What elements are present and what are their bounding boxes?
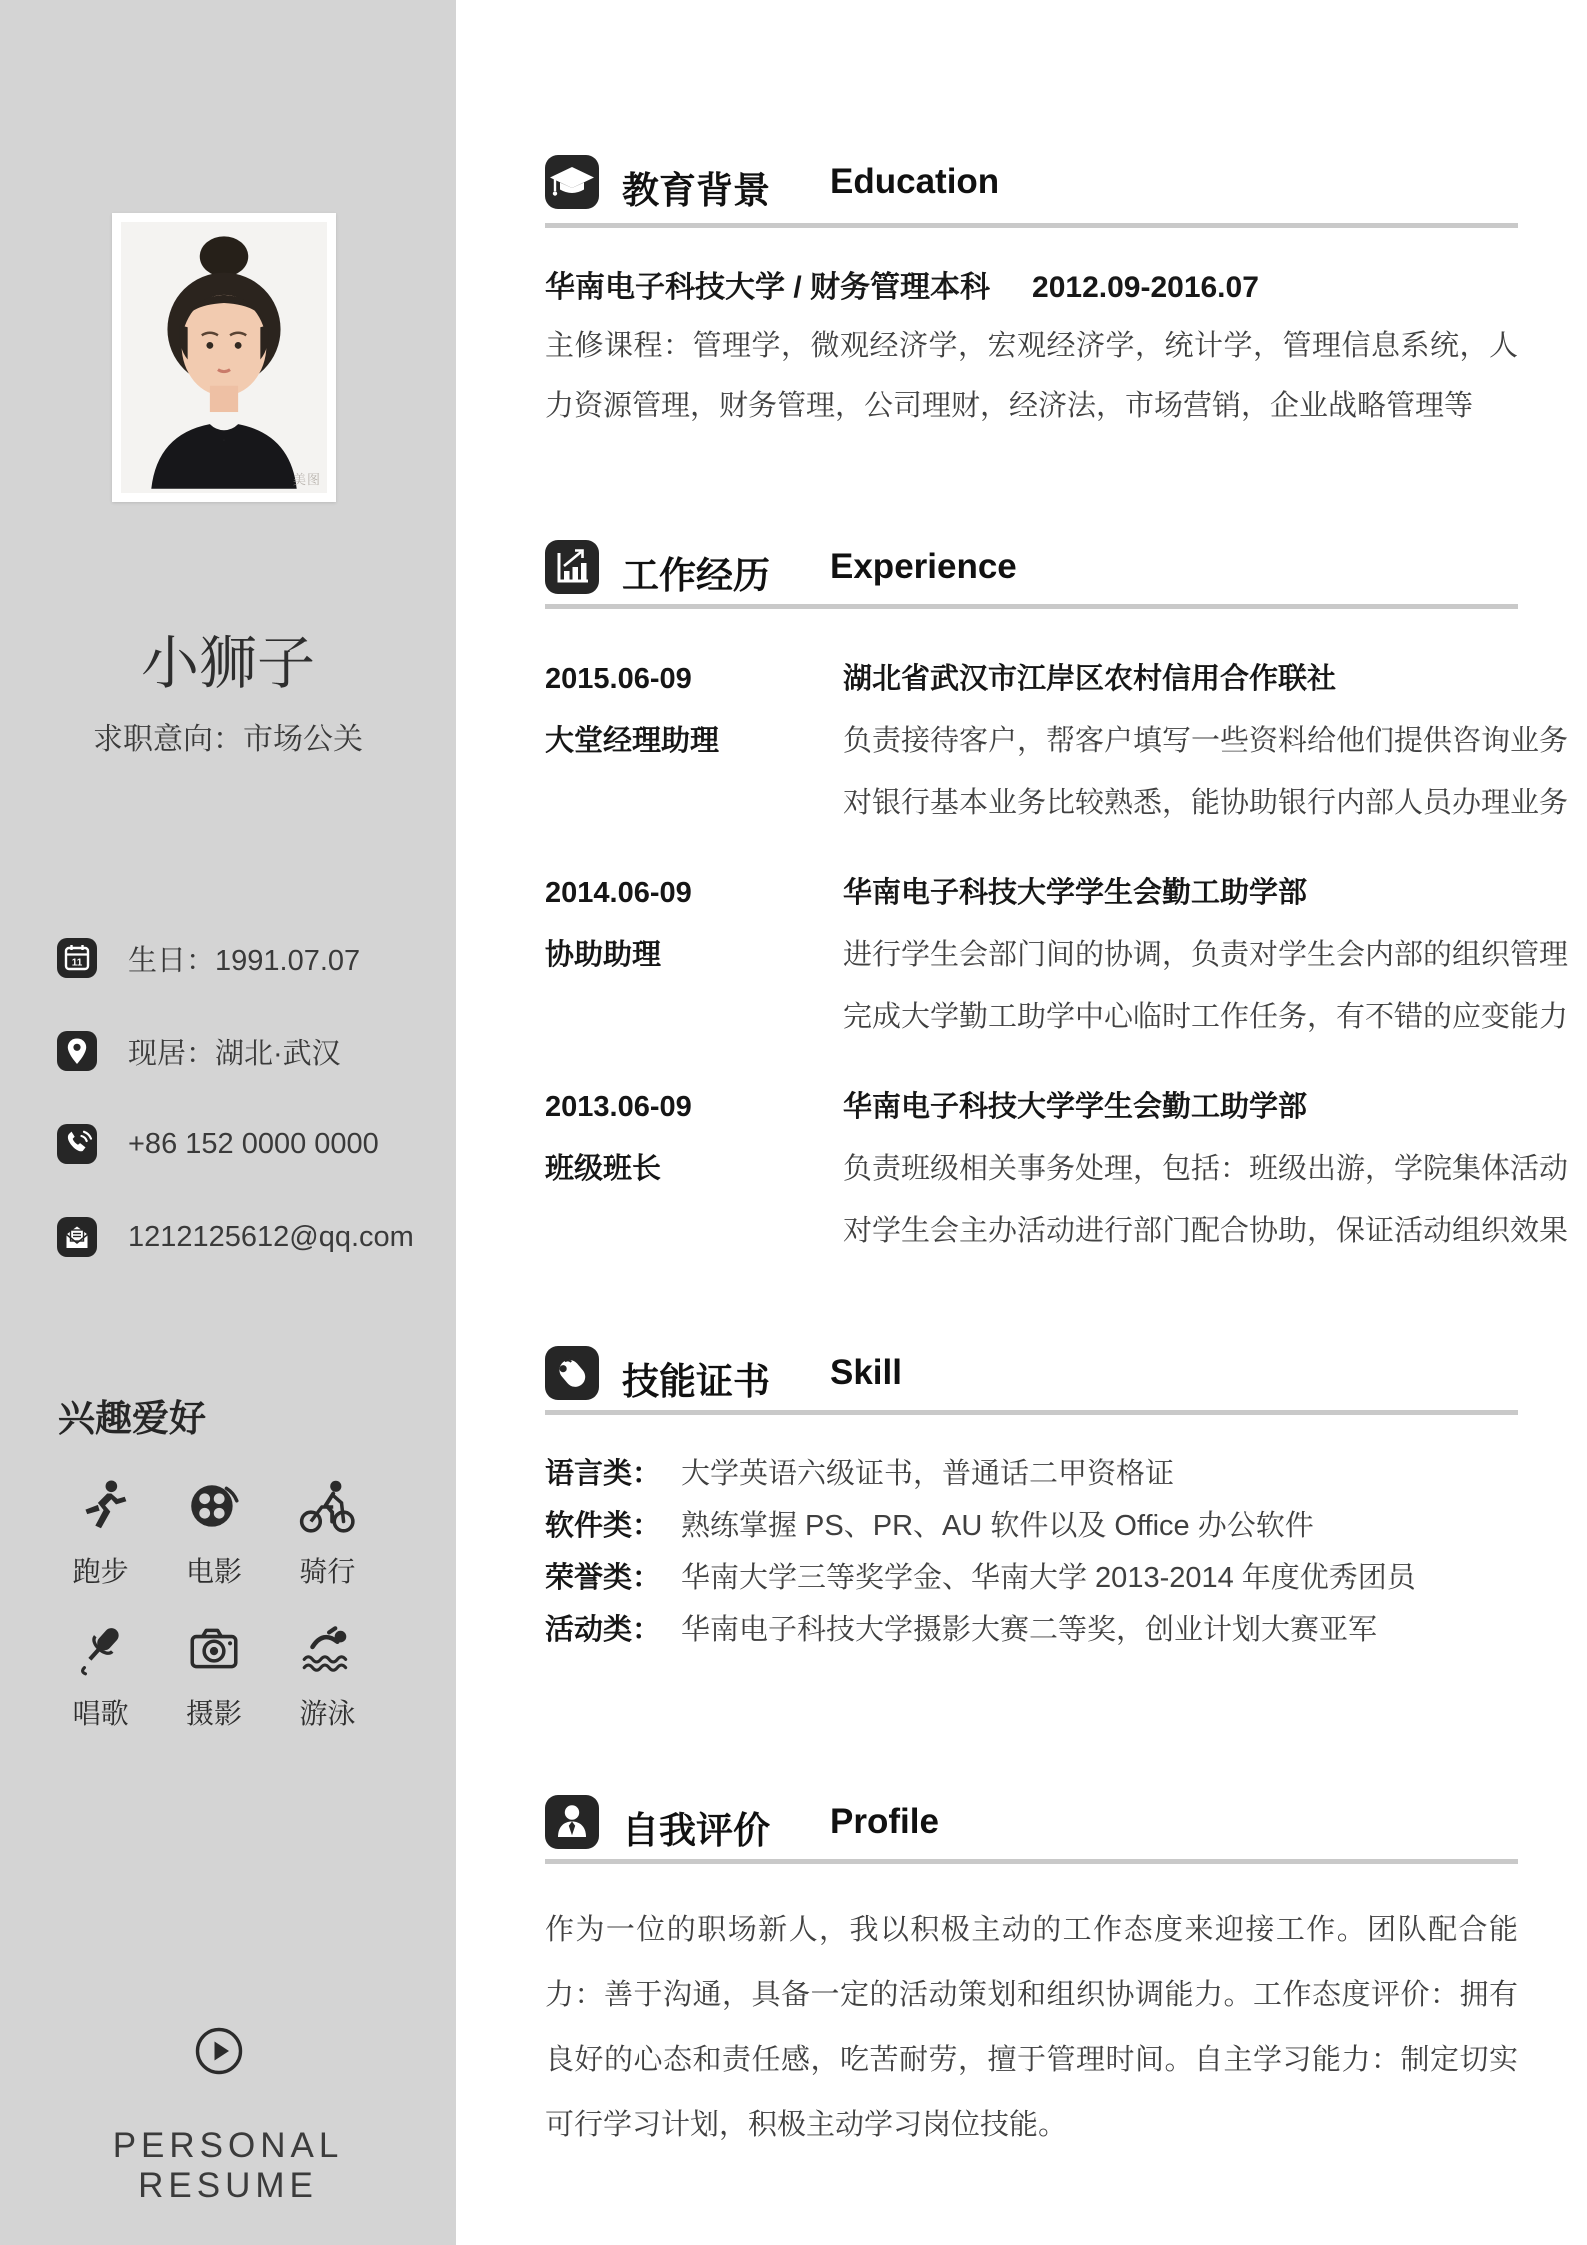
hobby-photography	[157, 1620, 270, 1732]
contact-row-birthday	[57, 938, 414, 978]
experience-desc: 负责班级相关事务处理，包括：班级出游，学院集体活动	[843, 1153, 1569, 1185]
experience-organization: 湖北省武汉市江岸区农村信用合作联社	[843, 663, 1337, 695]
section-header-skill	[545, 1346, 1518, 1406]
hobby-label: 跑步	[72, 1556, 129, 1587]
play-button[interactable]	[194, 2026, 244, 2076]
contact-list	[57, 938, 414, 1310]
photography-icon	[185, 1620, 243, 1678]
phone-icon	[57, 1124, 97, 1164]
experience-organization: 华南电子科技大学学生会勤工助学部	[843, 1091, 1308, 1123]
experience-entry-3	[545, 1076, 1569, 1262]
section-title-zh: 教育背景	[622, 170, 770, 211]
skill-text: 华南大学三等奖学金、华南大学 2013-2014 年度优秀团员	[681, 1562, 1416, 1594]
section-title-zh: 技能证书	[622, 1361, 770, 1402]
education-school-line	[545, 262, 1259, 306]
hobby-cycling	[271, 1478, 384, 1590]
section-divider	[545, 1859, 1518, 1864]
singing-icon	[72, 1620, 130, 1678]
sidebar	[0, 0, 456, 2245]
contact-text: 现居：湖北·武汉	[128, 1037, 341, 1070]
section-divider	[545, 604, 1518, 609]
person-icon	[545, 1795, 599, 1849]
skill-text: 华南电子科技大学摄影大赛二等奖，创业计划大赛亚军	[681, 1614, 1378, 1646]
location-icon	[57, 1031, 97, 1071]
hobby-label: 电影	[185, 1556, 242, 1587]
experience-date: 2015.06-09	[545, 663, 692, 695]
job-intention: 求职意向：市场公关	[93, 723, 363, 756]
portrait-photo	[121, 222, 327, 493]
experience-role: 协助助理	[545, 939, 662, 971]
skill-list	[545, 1448, 1416, 1656]
skill-label: 软件类：	[545, 1510, 662, 1542]
hobbies-title: 兴趣爱好	[58, 1398, 206, 1439]
contact-row-phone	[57, 1124, 414, 1164]
candidate-name: 小狮子	[140, 631, 315, 696]
section-header-education	[545, 155, 1518, 215]
hobby-label: 唱歌	[72, 1698, 129, 1729]
hobby-running	[44, 1478, 157, 1590]
experience-role: 班级班长	[545, 1153, 662, 1185]
skill-text: 熟练掌握 PS、PR、AU 软件以及 Office 办公软件	[681, 1510, 1314, 1542]
play-icon	[194, 2026, 244, 2076]
contact-text: +86 152 0000 0000	[128, 1127, 379, 1160]
portrait-illustration	[121, 222, 327, 493]
skill-row-honor	[545, 1552, 1416, 1604]
section-title-en: Skill	[830, 1353, 902, 1392]
swimming-icon	[298, 1620, 356, 1678]
hobby-label: 游泳	[299, 1698, 356, 1729]
skill-label: 语言类：	[545, 1458, 662, 1490]
hobby-singing	[44, 1620, 157, 1732]
bar-chart-icon	[545, 540, 599, 594]
hobby-swimming	[271, 1620, 384, 1732]
section-header-profile	[545, 1795, 1518, 1855]
skill-label: 荣誉类：	[545, 1562, 662, 1594]
skill-row-activity	[545, 1604, 1416, 1656]
photo-watermark: 美图	[292, 472, 321, 487]
section-header-experience	[545, 540, 1518, 600]
email-icon	[57, 1217, 97, 1257]
experience-desc: 对学生会主办活动进行部门配合协助，保证活动组织效果	[843, 1215, 1569, 1247]
skill-row-software	[545, 1500, 1416, 1552]
contact-row-location	[57, 1031, 414, 1071]
hobby-movie	[157, 1478, 270, 1590]
section-divider	[545, 223, 1518, 228]
svg-text:11: 11	[71, 957, 83, 969]
experience-organization: 华南电子科技大学学生会勤工助学部	[843, 877, 1308, 909]
experience-desc: 对银行基本业务比较熟悉，能协助银行内部人员办理业务	[843, 787, 1569, 819]
skill-text: 大学英语六级证书，普通话二甲资格证	[681, 1458, 1175, 1490]
skill-label: 活动类：	[545, 1614, 662, 1646]
section-title-zh: 工作经历	[622, 555, 770, 596]
experience-desc: 完成大学勤工助学中心临时工作任务，有不错的应变能力	[843, 1001, 1569, 1033]
experience-role: 大堂经理助理	[545, 725, 720, 757]
movie-icon	[185, 1478, 243, 1536]
education-courses: 主修课程：管理学，微观经济学，宏观经济学，统计学，管理信息系统，人力资源管理，财务管理，公司理财，经济法，市场营销，企业战略管理等	[545, 330, 1518, 422]
graduation-cap-icon	[545, 155, 599, 209]
section-title-zh: 自我评价	[622, 1810, 770, 1851]
photo-frame	[112, 213, 336, 502]
school-and-degree: 华南电子科技大学 / 财务管理本科	[545, 271, 991, 304]
experience-desc: 负责接待客户，帮客户填写一些资料给他们提供咨询业务	[843, 725, 1569, 757]
sidebar-footer-text: PERSONAL RESUME	[112, 2126, 344, 2205]
experience-date: 2014.06-09	[545, 877, 692, 909]
section-divider	[545, 1410, 1518, 1415]
cycling-icon	[298, 1478, 356, 1536]
profile-text: 作为一位的职场新人，我以积极主动的工作态度来迎接工作。团队配合能力：善于沟通，具备一定的活动策划和组织协调能力。工作态度评价：拥有良好的心态和责任感，吃苦耐劳，擅于管理时间。自主学习能力：制定切实可行学习计划，积极主动学习岗位技能。	[545, 1914, 1518, 2141]
education-period: 2012.09-2016.07	[1032, 271, 1259, 304]
experience-desc: 进行学生会部门间的协调，负责对学生会内部的组织管理	[843, 939, 1569, 971]
skill-row-language	[545, 1448, 1416, 1500]
contact-text: 生日：1991.07.07	[128, 944, 361, 977]
experience-entry-2	[545, 862, 1569, 1048]
section-title-en: Education	[830, 162, 1000, 201]
contact-row-email	[57, 1217, 414, 1257]
section-title-en: Experience	[830, 547, 1017, 586]
contact-text: 1212125612@qq.com	[128, 1220, 414, 1253]
section-title-en: Profile	[830, 1802, 939, 1841]
calendar-icon	[57, 938, 97, 978]
hobby-label: 骑行	[299, 1556, 356, 1587]
hobby-grid	[44, 1478, 384, 1732]
experience-entry-1	[545, 648, 1569, 834]
fist-icon	[545, 1346, 599, 1400]
running-icon	[72, 1478, 130, 1536]
experience-date: 2013.06-09	[545, 1091, 692, 1123]
hobby-label: 摄影	[185, 1698, 242, 1729]
